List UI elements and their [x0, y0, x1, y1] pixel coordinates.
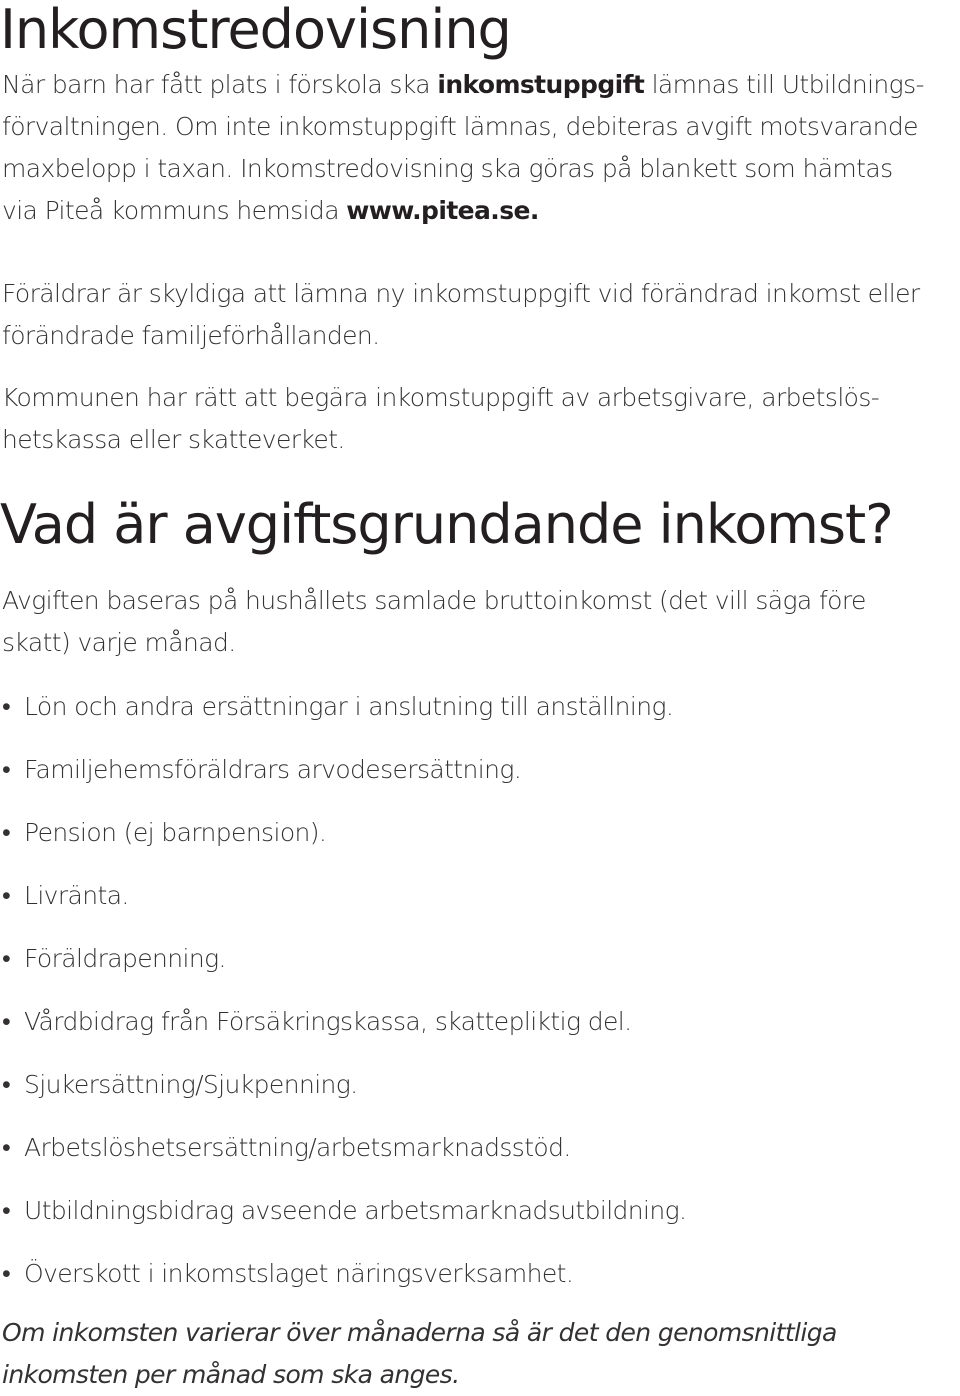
- income-types-list: [2, 686, 686, 1316]
- bullet-icon: •: [2, 1259, 11, 1288]
- intro-paragraph: [2, 64, 960, 232]
- bullet-icon: •: [2, 755, 11, 784]
- obligation-paragraph: Föräldrar är skyldiga att lämna ny inkomstuppgift vid förändrad inkomst eller förändrade familjeförhållanden.: [2, 279, 920, 350]
- page-title: Inkomstredovisning: [0, 0, 511, 61]
- bullet-icon: •: [2, 944, 11, 973]
- bullet-icon: •: [2, 1070, 11, 1099]
- section-heading: Vad är avgiftsgrundande inkomst?: [0, 493, 893, 556]
- keyword-inkomstuppgift: inkomstuppgift: [437, 70, 645, 99]
- intro-line-1: När barn har fått plats i förskola ska inkomstuppgift lämnas till Utbildnings-: [2, 70, 924, 99]
- list-item: • Lön och andra ersättningar i anslutning till anställning.: [2, 686, 686, 749]
- website-link[interactable]: www.pitea.se.: [346, 196, 539, 225]
- bullet-icon: •: [2, 692, 11, 721]
- bullet-icon: •: [2, 881, 11, 910]
- intro-line-4: via Piteå kommuns hemsida www.pitea.se.: [2, 196, 539, 225]
- list-item: • Pension (ej barnpension).: [2, 812, 686, 875]
- bullet-icon: •: [2, 1196, 11, 1225]
- municipality-rights-paragraph: Kommunen har rätt att begära inkomstuppgift av arbetsgivare, arbetslös- hetskassa eller skatteverket.: [2, 383, 880, 454]
- list-item: • Överskott i inkomstslaget näringsverksamhet.: [2, 1253, 686, 1316]
- list-item: • Sjukersättning/Sjukpenning.: [2, 1064, 686, 1127]
- list-item: • Arbetslöshetsersättning/arbetsmarknadsstöd.: [2, 1127, 686, 1190]
- list-item: • Livränta.: [2, 875, 686, 938]
- list-item: • Vårdbidrag från Försäkringskassa, skattepliktig del.: [2, 1001, 686, 1064]
- fee-basis-paragraph: Avgiften baseras på hushållets samlade bruttoinkomst (det vill säga före skatt) varje månad.: [2, 586, 866, 657]
- list-item: • Föräldrapenning.: [2, 938, 686, 1001]
- intro-line-2: förvaltningen. Om inte inkomstuppgift lämnas, debiteras avgift motsvarande: [2, 112, 918, 141]
- bullet-icon: •: [2, 1007, 11, 1036]
- list-item: • Utbildningsbidrag avseende arbetsmarknadsutbildning.: [2, 1190, 686, 1253]
- averaging-note: Om inkomsten varierar över månaderna så är det den genomsnittliga inkomsten per månad som ska anges.: [2, 1318, 837, 1389]
- bullet-icon: •: [2, 818, 11, 847]
- intro-line-3: maxbelopp i taxan. Inkomstredovisning ska göras på blankett som hämtas: [2, 154, 893, 183]
- list-item: • Familjehemsföräldrars arvodesersättning.: [2, 749, 686, 812]
- bullet-icon: •: [2, 1133, 11, 1162]
